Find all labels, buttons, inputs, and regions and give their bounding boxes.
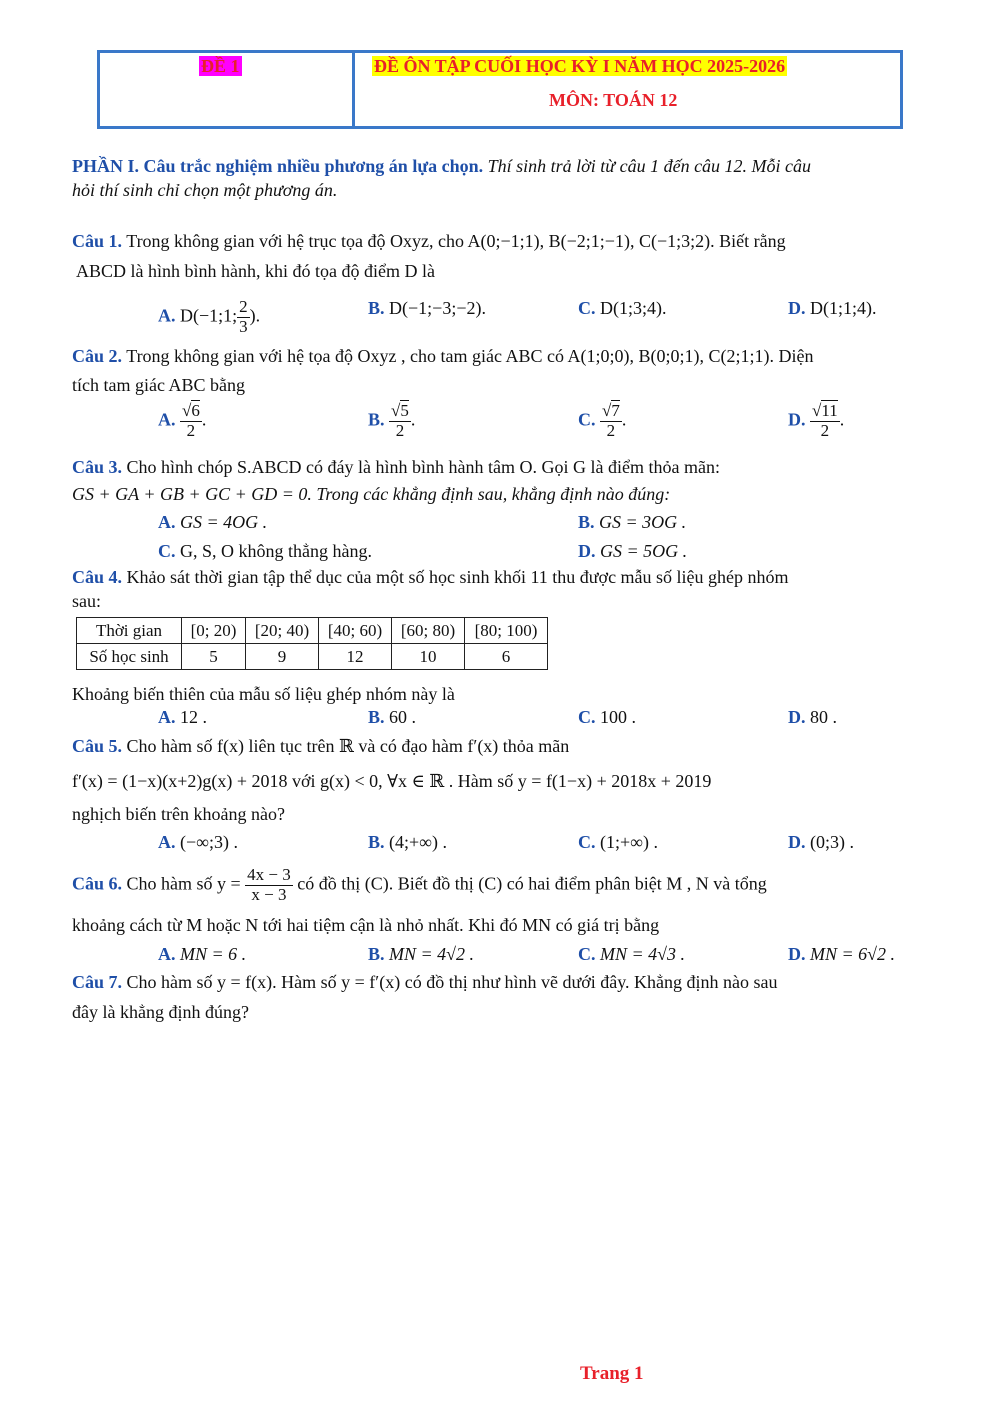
part1-heading: PHẦN I. Câu trắc nghiệm nhiều phương án lựa chọn. Thí sinh trả lời từ câu 1 đến câu 12. Mỗi câu bbox=[72, 156, 812, 176]
part1-instruction: hỏi thí sinh chỉ chọn một phương án. bbox=[72, 180, 338, 200]
table-cell: [60; 80) bbox=[392, 618, 465, 644]
q1-option-a[interactable]: A. D(−1;1; $\frac{2}{3}$ ). bbox=[158, 297, 261, 336]
q6-text: Câu 6. Cho hàm số y = $\frac{4x - 3}{x - 3}$ có đồ thị (C). Biết đồ thị (C) có hai điểm phân biệt M , N và tổng bbox=[72, 865, 767, 904]
q5-option-d[interactable]: D. (0;3) . bbox=[788, 832, 854, 852]
table-cell: Thời gian bbox=[77, 618, 182, 644]
table-cell: [80; 100) bbox=[465, 618, 548, 644]
q2-option-c[interactable]: C. $\frac{√7}{2}$ . bbox=[578, 401, 627, 440]
q1-text: Câu 1. Trong không gian với hệ trục tọa độ Oxyz, cho A(0;−1;1), B(−2;1;−1), C(−1;3;2). Biết rằng bbox=[72, 231, 786, 251]
q3-option-a[interactable]: A. GS = 4OG . bbox=[158, 512, 268, 532]
q1-option-d[interactable]: D. D(1;1;4). bbox=[788, 298, 877, 318]
q6-option-a[interactable]: A. MN = 6 . bbox=[158, 944, 247, 964]
q7-text: Câu 7. Cho hàm số y = f(x). Hàm số y = f′(x) có đồ thị như hình vẽ dưới đây. Khẳng định nào sau bbox=[72, 972, 778, 992]
q4-text: Câu 4. Khảo sát thời gian tập thể dục của một số học sinh khối 11 thu được mẫu số liệu ghép nhóm bbox=[72, 567, 789, 587]
q4-option-a[interactable]: A. 12 . bbox=[158, 707, 207, 727]
q3-option-b[interactable]: B. GS = 3OG . bbox=[578, 512, 687, 532]
q2-option-d[interactable]: D. $\frac{√11}{2}$ . bbox=[788, 401, 845, 440]
q1-option-b[interactable]: B. D(−1;−3;−2). bbox=[368, 298, 486, 318]
q5-text-3: nghịch biến trên khoảng nào? bbox=[72, 804, 285, 824]
exam-code: ĐỀ 1 bbox=[201, 56, 240, 76]
q6-option-d[interactable]: D. MN = 6√2 . bbox=[788, 944, 896, 964]
q1-option-c[interactable]: C. D(1;3;4). bbox=[578, 298, 667, 318]
table-cell: 5 bbox=[182, 644, 246, 670]
exam-title: ĐỀ ÔN TẬP CUỐI HỌC KỲ I NĂM HỌC 2025-2026 bbox=[374, 56, 786, 76]
table-cell: 6 bbox=[465, 644, 548, 670]
q4-option-c[interactable]: C. 100 . bbox=[578, 707, 636, 727]
q4-text-3: Khoảng biến thiên của mẫu số liệu ghép nhóm này là bbox=[72, 684, 455, 704]
q5-option-a[interactable]: A. (−∞;3) . bbox=[158, 832, 238, 852]
table-row bbox=[77, 618, 548, 644]
q5-option-b[interactable]: B. (4;+∞) . bbox=[368, 832, 447, 852]
q5-text: Câu 5. Cho hàm số f(x) liên tục trên ℝ và có đạo hàm f′(x) thỏa mãn bbox=[72, 736, 570, 756]
q6-option-c[interactable]: C. MN = 4√3 . bbox=[578, 944, 686, 964]
page-number: Trang 1 bbox=[580, 1363, 644, 1384]
table-cell: Số học sinh bbox=[77, 644, 182, 670]
subject-title: MÔN: TOÁN 12 bbox=[549, 90, 678, 110]
table-cell: 12 bbox=[319, 644, 392, 670]
table-cell: [40; 60) bbox=[319, 618, 392, 644]
q4-text-2: sau: bbox=[72, 591, 101, 611]
q3-option-d[interactable]: D. GS = 5OG . bbox=[578, 541, 688, 561]
q3-text: Câu 3. Cho hình chóp S.ABCD có đáy là hình bình hành tâm O. Gọi G là điểm thỏa mãn: bbox=[72, 457, 720, 477]
table-row bbox=[77, 644, 548, 670]
q3-text-2: GS + GA + GB + GC + GD = 0. Trong các khẳng định sau, khẳng định nào đúng: bbox=[72, 484, 671, 504]
table-cell: [0; 20) bbox=[182, 618, 246, 644]
table-cell: 10 bbox=[392, 644, 465, 670]
q4-option-b[interactable]: B. 60 . bbox=[368, 707, 417, 727]
q2-option-b[interactable]: B. $\frac{√5}{2}$ . bbox=[368, 401, 416, 440]
q4-data-table bbox=[76, 617, 548, 670]
q6-text-2: khoảng cách từ M hoặc N tới hai tiệm cận là nhỏ nhất. Khi đó MN có giá trị bằng bbox=[72, 915, 660, 935]
header-divider bbox=[352, 50, 355, 129]
q2-option-a[interactable]: A. $\frac{√6}{2}$ . bbox=[158, 401, 207, 440]
q3-option-c[interactable]: C. G, S, O không thẳng hàng. bbox=[158, 541, 372, 561]
table-cell: 9 bbox=[246, 644, 319, 670]
q6-option-b[interactable]: B. MN = 4√2 . bbox=[368, 944, 475, 964]
q5-text-2: f′(x) = (1−x)(x+2)g(x) + 2018 với g(x) < 0, ∀x ∈ ℝ . Hàm số y = f(1−x) + 2018x + 2019 bbox=[72, 771, 712, 791]
q2-text: Câu 2. Trong không gian với hệ tọa độ Oxyz , cho tam giác ABC có A(1;0;0), B(0;0;1), C(2;1;1). Diện bbox=[72, 346, 814, 366]
table-cell: [20; 40) bbox=[246, 618, 319, 644]
q7-text-2: đây là khẳng định đúng? bbox=[72, 1002, 249, 1022]
q5-option-c[interactable]: C. (1;+∞) . bbox=[578, 832, 658, 852]
q4-option-d[interactable]: D. 80 . bbox=[788, 707, 837, 727]
q2-text-2: tích tam giác ABC bằng bbox=[72, 375, 245, 395]
q1-text-2: ABCD là hình bình hành, khi đó tọa độ điểm D là bbox=[76, 261, 435, 281]
